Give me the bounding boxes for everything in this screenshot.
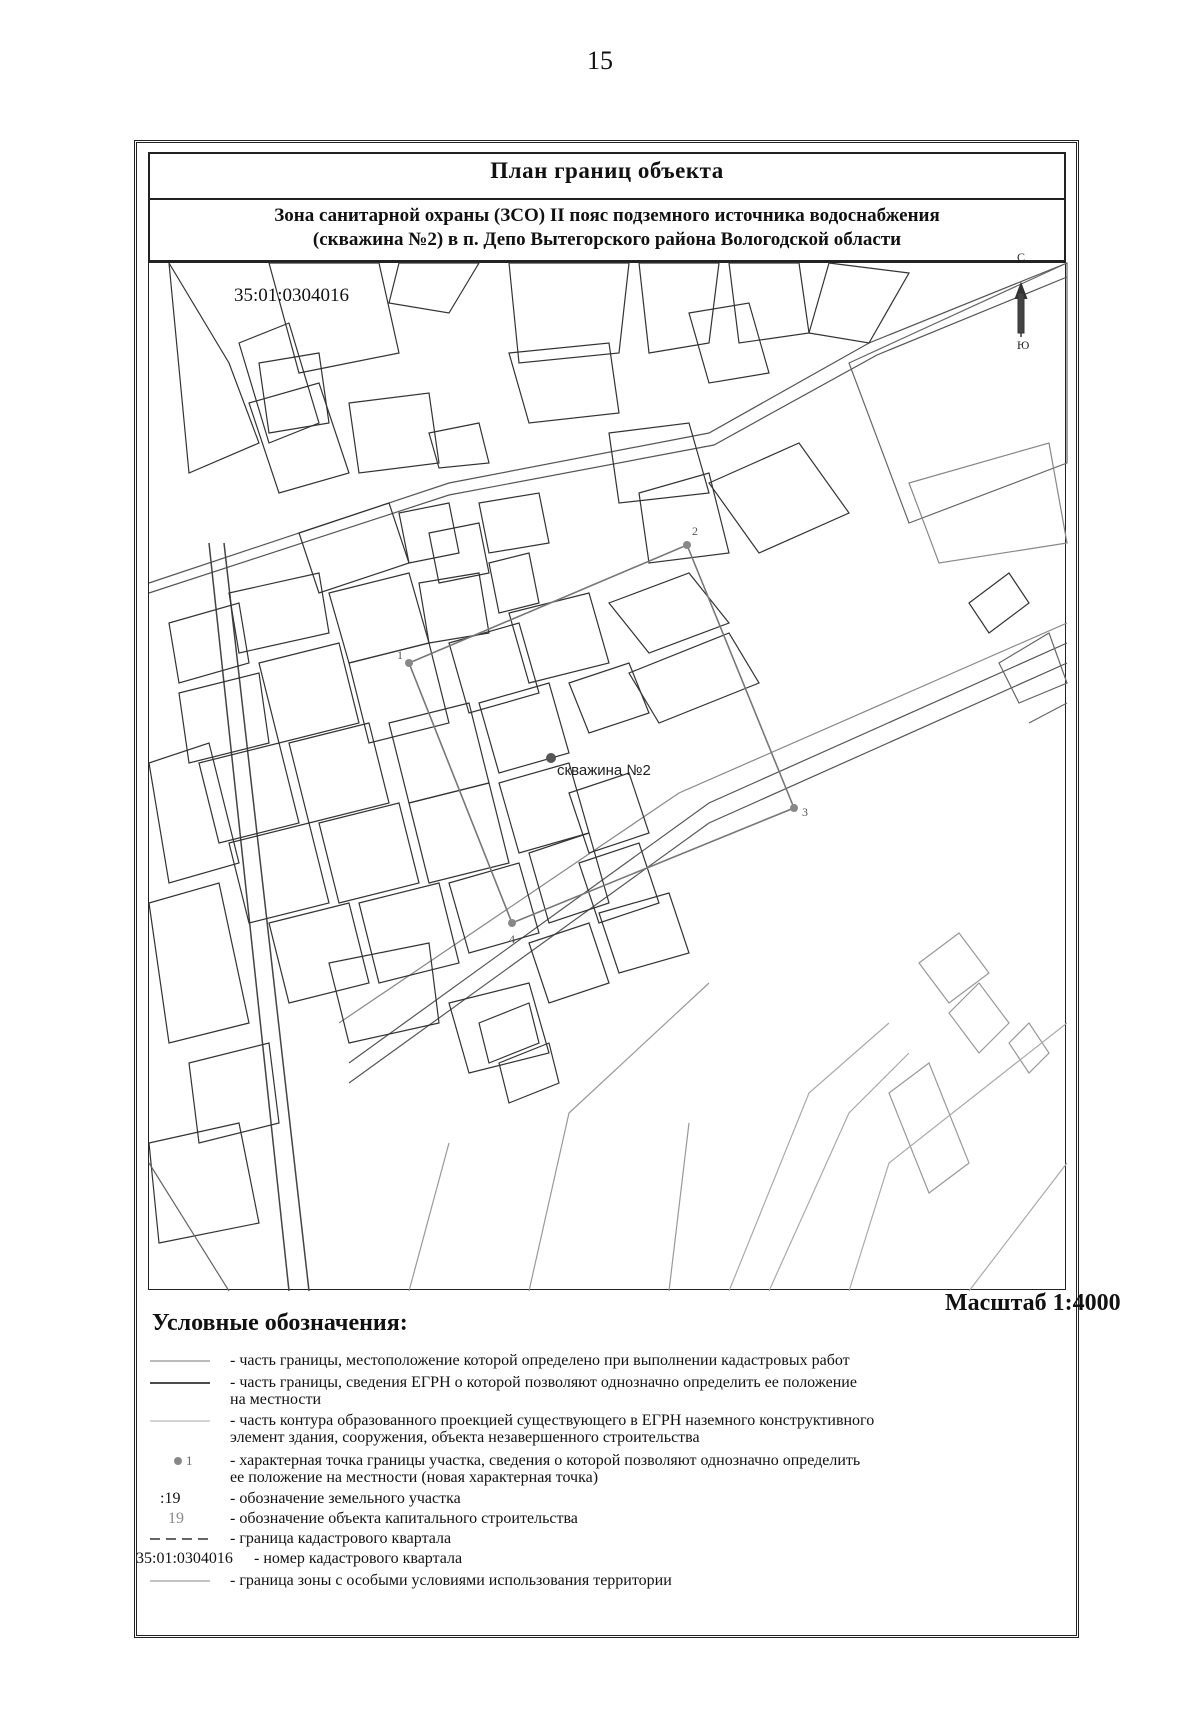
legend-text: - граница зоны с особыми условиями использования территории [230, 1572, 672, 1589]
south-label: Ю [1017, 338, 1030, 352]
boundary-point-2 [683, 541, 691, 549]
well-marker [546, 753, 556, 763]
line-symbol-icon [150, 1412, 228, 1430]
legend-title: Условные обозначения: [152, 1310, 408, 1336]
legend-text: - часть контура образованного проекцией существующего в ЕГРН наземного конструктивного [230, 1412, 875, 1429]
well-label: скважина №2 [557, 762, 651, 779]
map-drawing [149, 250, 1067, 1291]
point-label-4: 4 [509, 932, 515, 946]
subtitle-line-1: Зона санитарной охраны (ЗСО) II пояс подземного источника водоснабжения [274, 205, 940, 226]
plan-title: План границ объекта [490, 158, 724, 183]
page-number: 15 [587, 46, 613, 75]
point-label-3: 3 [802, 805, 808, 819]
subtitle-block [150, 198, 1064, 264]
line-symbol-icon [150, 1352, 228, 1370]
north-label: С [1017, 250, 1026, 264]
legend-text: - номер кадастрового квартала [254, 1550, 463, 1567]
legend-text: - обозначение земельного участка [230, 1490, 461, 1507]
scale-label: Масштаб 1:4000 [945, 1290, 1121, 1316]
legend-text: - характерная точка границы участка, сведения о которой позволяют однозначно определить [230, 1452, 861, 1469]
legend-text: - обозначение объекта капитального строительства [230, 1510, 578, 1527]
characteristic-points [405, 541, 798, 927]
dashed-line-icon [150, 1530, 228, 1548]
legend-symbol: 1 [186, 1453, 193, 1468]
boundary-point-4 [508, 919, 516, 927]
north-arrow-icon [1015, 283, 1027, 337]
subtitle-line-2: (скважина №2) в п. Депо Вытегорского района Вологодской области [312, 229, 902, 250]
zone-boundary [409, 545, 794, 923]
legend-text: - часть границы, местоположение которой определено при выполнении кадастровых работ [230, 1352, 850, 1369]
line-symbol-icon [150, 1374, 228, 1392]
quarter-label: 35:01:0304016 [234, 285, 350, 306]
legend-text-cont: ее положение на местности (новая характерная точка) [230, 1469, 599, 1486]
legend-text-cont: элемент здания, сооружения, объекта незавершенного строительства [230, 1429, 700, 1446]
legend-text-block [230, 1452, 860, 1486]
legend-text-block [230, 1412, 874, 1446]
legend-text: - часть границы, сведения ЕГРН о которой позволяют однозначно определить ее положение [230, 1374, 857, 1391]
title-block [148, 152, 1066, 262]
line-symbol-icon [150, 1572, 228, 1590]
cadastral-map [148, 250, 1066, 1290]
point-label-2: 2 [692, 524, 698, 538]
boundary-point-1 [405, 659, 413, 667]
legend-text-block [230, 1374, 857, 1408]
legend-text-cont: на местности [230, 1391, 321, 1408]
boundary-point-3 [790, 804, 798, 812]
point-label-1: 1 [397, 648, 403, 662]
legend-symbol: 19 [168, 1510, 184, 1527]
legend-text: - граница кадастрового квартала [230, 1530, 452, 1547]
plan-subtitle [150, 204, 1064, 252]
legend-symbol: :19 [160, 1490, 181, 1507]
legend-symbol: 35:01:0304016 [136, 1550, 233, 1567]
